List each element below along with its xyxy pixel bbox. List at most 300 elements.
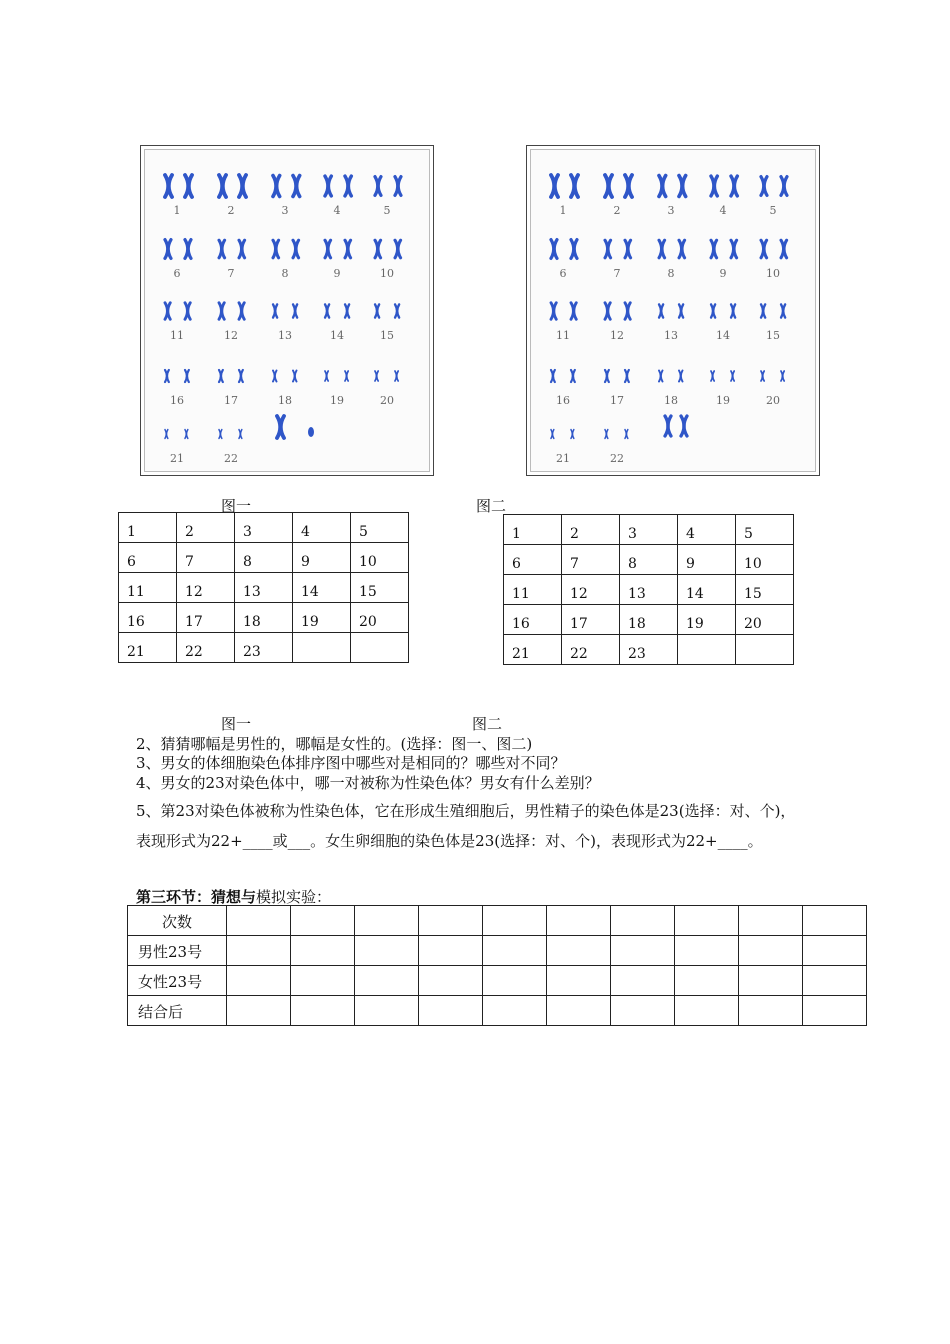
chromosome-shape bbox=[325, 304, 329, 317]
chromosome-shape bbox=[185, 370, 189, 382]
simulation-input-cell[interactable] bbox=[419, 966, 483, 996]
chromosome-shape bbox=[239, 303, 244, 320]
table-2-cell-number: 6 bbox=[512, 556, 521, 572]
simulation-row-label-text: 结合后 bbox=[138, 1003, 184, 1021]
question-5-line-2: 表现形式为22+____或___。女生卵细胞的染色体是23(选择：对、个)，表现形式为22+____。 bbox=[136, 832, 763, 850]
chromosome-shape bbox=[273, 304, 277, 317]
table-1-cell-number: 18 bbox=[243, 614, 261, 630]
table-1-cell-number: 2 bbox=[185, 524, 194, 540]
table-2-cell bbox=[620, 545, 678, 575]
figure-1-chromosome-label: 10 bbox=[380, 267, 394, 280]
table-2-cell bbox=[678, 545, 736, 575]
chromosome-shape bbox=[551, 175, 558, 197]
chromosome-shape bbox=[625, 430, 628, 439]
chromosome-shape bbox=[625, 175, 632, 197]
chromosome-shape bbox=[679, 371, 683, 382]
simulation-input-cell[interactable] bbox=[483, 906, 547, 936]
figure-2-chromosome-label: 6 bbox=[559, 267, 567, 280]
table-2-cell bbox=[562, 635, 620, 665]
chromosome-shape bbox=[731, 371, 734, 381]
table-1-cell-number: 16 bbox=[127, 614, 145, 630]
table-1-cell bbox=[119, 633, 177, 663]
simulation-input-cell[interactable] bbox=[483, 936, 547, 966]
table-1-cell bbox=[293, 603, 351, 633]
chromosome-shape bbox=[605, 430, 608, 439]
chromosome-shape bbox=[375, 177, 381, 196]
figure-1-chromosome-label: 16 bbox=[170, 394, 184, 407]
simulation-input-cell[interactable] bbox=[355, 966, 419, 996]
chromosome-shape bbox=[277, 416, 284, 438]
table-2-cell-number: 10 bbox=[744, 556, 762, 572]
simulation-input-cell[interactable] bbox=[227, 966, 291, 996]
table-2-cell bbox=[620, 605, 678, 635]
table-1-caption: 图一 bbox=[221, 715, 252, 733]
simulation-input-cell[interactable] bbox=[803, 906, 867, 936]
chromosome-shape bbox=[625, 370, 629, 382]
chromosome-shape bbox=[679, 240, 685, 258]
simulation-row-label-text: 男性23号 bbox=[138, 943, 203, 961]
figure-1-chromosome-label: 19 bbox=[330, 394, 344, 407]
chromosome-table-1 bbox=[118, 512, 409, 663]
chromosome-shape bbox=[551, 430, 554, 439]
chromosome-shape bbox=[711, 176, 717, 196]
simulation-row bbox=[128, 966, 867, 996]
chromosome-shape bbox=[659, 371, 663, 382]
simulation-input-cell[interactable] bbox=[739, 996, 803, 1026]
table-2-cell-number: 13 bbox=[628, 586, 646, 602]
chromosome-shape bbox=[659, 240, 665, 258]
figure-1-chromosome-label: 2 bbox=[227, 204, 235, 217]
table-2-row bbox=[504, 515, 794, 545]
chromosome-shape bbox=[325, 176, 331, 196]
chromosome-shape bbox=[219, 175, 226, 197]
simulation-row bbox=[128, 906, 867, 936]
karyotype-figure-2 bbox=[526, 145, 820, 476]
table-2-cell-number: 8 bbox=[628, 556, 637, 572]
simulation-input-cell[interactable] bbox=[355, 996, 419, 1026]
figure-2-chromosome-label: 21 bbox=[556, 452, 570, 465]
table-2-cell bbox=[562, 575, 620, 605]
table-2-cell bbox=[736, 575, 794, 605]
figure-2-chromosome-label: 19 bbox=[716, 394, 730, 407]
table-1-cell-number: 11 bbox=[127, 584, 145, 600]
chromosome-shape bbox=[345, 176, 351, 196]
chromosome-shape bbox=[781, 304, 785, 317]
chromosome-shape bbox=[185, 430, 188, 439]
question-5-line-1: 5、第23对染色体被称为性染色体，它在形成生殖细胞后，男性精子的染色体是23(选择：对、个)， bbox=[136, 802, 796, 820]
table-1-row bbox=[119, 603, 409, 633]
chromosome-shape bbox=[681, 416, 687, 436]
chromosome-shape bbox=[325, 371, 328, 381]
figure-2-chromosome-label: 8 bbox=[667, 267, 675, 280]
table-2-cell-number: 3 bbox=[628, 526, 637, 542]
chromosome-shape bbox=[239, 240, 245, 258]
chromosome-shape bbox=[239, 370, 243, 382]
simulation-input-cell[interactable] bbox=[611, 996, 675, 1026]
chromosome-shape bbox=[219, 370, 223, 382]
figure-2-chromosome-label: 5 bbox=[769, 204, 777, 217]
figure-2-chromosome-label: 10 bbox=[766, 267, 780, 280]
table-1-cell bbox=[351, 513, 409, 543]
simulation-input-cell[interactable] bbox=[803, 966, 867, 996]
chromosome-shape bbox=[711, 240, 717, 258]
table-2-cell-number: 14 bbox=[686, 586, 704, 602]
chromosome-shape bbox=[605, 240, 611, 258]
simulation-table bbox=[127, 905, 867, 1026]
chromosome-shape bbox=[551, 303, 556, 320]
chromosome-shape bbox=[731, 176, 737, 196]
figure-1-chromosome-label: 9 bbox=[333, 267, 341, 280]
figure-1-chromosome-label: 7 bbox=[227, 267, 235, 280]
table-2-cell-number: 21 bbox=[512, 646, 530, 662]
chromosome-shape bbox=[395, 304, 399, 317]
chromosome-shape bbox=[731, 304, 735, 317]
chromosome-shape bbox=[293, 371, 297, 382]
section-3-title-bold: 第三环节：猜想与 bbox=[136, 888, 257, 906]
chromosome-shape bbox=[761, 177, 767, 196]
question-2: 2、猜猜哪幅是男性的，哪幅是女性的。(选择：图一、图二) bbox=[136, 735, 533, 753]
table-2-cell bbox=[678, 635, 736, 665]
simulation-input-cell[interactable] bbox=[675, 996, 739, 1026]
table-2-cell-number: 1 bbox=[512, 526, 521, 542]
figure-1-caption: 图一 bbox=[221, 497, 252, 515]
table-2-row bbox=[504, 545, 794, 575]
chromosome-shape bbox=[571, 240, 577, 259]
table-2-cell bbox=[620, 635, 678, 665]
table-2-cell bbox=[620, 515, 678, 545]
chromosome-shape bbox=[571, 370, 575, 382]
figure-1-chromosome-label: 3 bbox=[281, 204, 289, 217]
simulation-input-cell[interactable] bbox=[355, 936, 419, 966]
table-2-caption: 图二 bbox=[472, 715, 503, 733]
simulation-input-cell[interactable] bbox=[739, 906, 803, 936]
table-1-row bbox=[119, 573, 409, 603]
chromosome-shape bbox=[345, 371, 348, 381]
table-2-cell bbox=[504, 515, 562, 545]
chromosome-shape bbox=[293, 304, 297, 317]
chromosome-shape bbox=[761, 304, 765, 317]
table-2-cell bbox=[736, 515, 794, 545]
figure-2-chromosome-label: 20 bbox=[766, 394, 780, 407]
table-1-cell bbox=[235, 513, 293, 543]
figure-1-chromosome-label: 4 bbox=[333, 204, 341, 217]
chromosome-shape bbox=[185, 240, 191, 259]
chromosome-shape bbox=[293, 176, 300, 197]
table-2-cell-number: 9 bbox=[686, 556, 695, 572]
table-1-row bbox=[119, 633, 409, 663]
chromosome-shape bbox=[761, 371, 764, 381]
table-2-cell bbox=[678, 605, 736, 635]
chromosome-shape bbox=[571, 175, 578, 197]
figure-1-chromosome-label: 6 bbox=[173, 267, 181, 280]
table-1-cell-number: 12 bbox=[185, 584, 203, 600]
figure-2-chromosome-label: 16 bbox=[556, 394, 570, 407]
table-2-cell-number: 12 bbox=[570, 586, 588, 602]
chromosome-shape bbox=[665, 416, 671, 436]
simulation-input-cell[interactable] bbox=[483, 966, 547, 996]
chromosome-shape bbox=[625, 303, 630, 320]
simulation-input-cell[interactable] bbox=[739, 936, 803, 966]
chromosome-shape bbox=[659, 176, 666, 197]
figure-1-chromosome-label: 11 bbox=[170, 329, 184, 342]
chromosome-shape bbox=[239, 430, 242, 439]
table-1-cell-number: 17 bbox=[185, 614, 203, 630]
table-2-cell-number: 11 bbox=[512, 586, 530, 602]
chromosome-shape bbox=[345, 304, 349, 317]
table-2-cell-number: 17 bbox=[570, 616, 588, 632]
table-2-cell-number: 4 bbox=[686, 526, 695, 542]
figure-1-chromosome-label: 18 bbox=[278, 394, 292, 407]
chromosome-shape bbox=[219, 240, 225, 258]
simulation-input-cell[interactable] bbox=[803, 996, 867, 1026]
table-1-cell-number: 10 bbox=[359, 554, 377, 570]
chromosome-shape bbox=[731, 240, 737, 258]
chromosome-shape bbox=[605, 370, 609, 382]
simulation-row-label bbox=[128, 936, 227, 966]
table-2-cell-number: 15 bbox=[744, 586, 762, 602]
figure-2-chromosome-label: 9 bbox=[719, 267, 727, 280]
table-1-cell bbox=[293, 543, 351, 573]
chromosome-table-2 bbox=[503, 514, 794, 665]
table-2-cell-number: 18 bbox=[628, 616, 646, 632]
chromosome-shape bbox=[239, 175, 246, 197]
table-2-cell-number: 19 bbox=[686, 616, 704, 632]
table-1-cell-number: 6 bbox=[127, 554, 136, 570]
table-2-row bbox=[504, 605, 794, 635]
simulation-input-cell[interactable] bbox=[291, 996, 355, 1026]
table-1-cell bbox=[293, 513, 351, 543]
simulation-input-cell[interactable] bbox=[547, 966, 611, 996]
table-1-cell bbox=[177, 543, 235, 573]
simulation-input-cell[interactable] bbox=[291, 966, 355, 996]
chromosome-shape bbox=[165, 430, 168, 439]
chromosome-shape bbox=[273, 240, 279, 258]
chromosome-shape bbox=[219, 430, 222, 439]
table-2-cell bbox=[736, 545, 794, 575]
figure-1-chromosome-label: 17 bbox=[224, 394, 238, 407]
table-1-cell bbox=[235, 603, 293, 633]
chromosome-shape bbox=[571, 430, 574, 439]
chromosome-shape bbox=[781, 177, 787, 196]
chromosome-shape bbox=[375, 304, 379, 317]
table-1-cell bbox=[119, 573, 177, 603]
figure-2-chromosome-label: 18 bbox=[664, 394, 678, 407]
figure-2-chromosome-label: 7 bbox=[613, 267, 621, 280]
sex-chromosomes bbox=[665, 416, 687, 436]
figure-2-caption: 图二 bbox=[476, 497, 507, 515]
simulation-input-cell[interactable] bbox=[675, 906, 739, 936]
table-1-cell-number: 22 bbox=[185, 644, 203, 660]
table-1-cell bbox=[177, 633, 235, 663]
simulation-input-cell[interactable] bbox=[547, 936, 611, 966]
figure-2-chromosome-label: 4 bbox=[719, 204, 727, 217]
table-1-cell-number: 20 bbox=[359, 614, 377, 630]
table-2-cell bbox=[562, 545, 620, 575]
chromosome-shape bbox=[761, 240, 767, 258]
table-1-cell-number: 3 bbox=[243, 524, 252, 540]
table-1-cell bbox=[235, 543, 293, 573]
simulation-input-cell[interactable] bbox=[227, 996, 291, 1026]
chromosome-shape bbox=[781, 371, 784, 381]
sex-chromosomes bbox=[277, 416, 314, 438]
chromosome-shape bbox=[165, 240, 171, 259]
section-3-title bbox=[136, 886, 331, 907]
table-2-cell bbox=[736, 605, 794, 635]
table-2-cell-number: 16 bbox=[512, 616, 530, 632]
simulation-input-cell[interactable] bbox=[483, 996, 547, 1026]
chromosome-shape bbox=[781, 240, 787, 258]
table-1-cell bbox=[119, 513, 177, 543]
chromosome-shape bbox=[679, 304, 683, 317]
table-1-cell bbox=[177, 603, 235, 633]
table-2-cell-number: 5 bbox=[744, 526, 753, 542]
table-2-row bbox=[504, 575, 794, 605]
table-1-cell-number: 21 bbox=[127, 644, 145, 660]
table-1-cell bbox=[351, 603, 409, 633]
figure-2-chromosome-label: 13 bbox=[664, 329, 678, 342]
karyotype-drawing-1 bbox=[141, 146, 433, 475]
table-1-cell bbox=[351, 543, 409, 573]
simulation-input-cell[interactable] bbox=[547, 996, 611, 1026]
table-2-cell bbox=[678, 575, 736, 605]
simulation-input-cell[interactable] bbox=[803, 936, 867, 966]
table-1-cell-number: 5 bbox=[359, 524, 368, 540]
chromosome-shape bbox=[165, 303, 170, 320]
simulation-input-cell[interactable] bbox=[291, 936, 355, 966]
figure-1-chromosome-label: 15 bbox=[380, 329, 394, 342]
chromosome-shape bbox=[375, 240, 381, 258]
simulation-row-label bbox=[128, 996, 227, 1026]
table-2-cell bbox=[504, 545, 562, 575]
chromosome-shape bbox=[551, 240, 557, 259]
simulation-input-cell[interactable] bbox=[291, 906, 355, 936]
figure-1-chromosome-label: 12 bbox=[224, 329, 238, 342]
figure-1-chromosome-label: 14 bbox=[330, 329, 344, 342]
chromosome-shape bbox=[325, 240, 331, 258]
simulation-input-cell[interactable] bbox=[611, 906, 675, 936]
table-1-cell-number: 7 bbox=[185, 554, 194, 570]
table-1-cell-number: 13 bbox=[243, 584, 261, 600]
chromosome-shape bbox=[165, 175, 172, 197]
figure-1-chromosome-label: 13 bbox=[278, 329, 292, 342]
table-2-cell bbox=[620, 575, 678, 605]
figure-1-chromosome-label: 22 bbox=[224, 452, 238, 465]
table-2-cell bbox=[562, 605, 620, 635]
table-1-cell bbox=[293, 573, 351, 603]
simulation-input-cell[interactable] bbox=[547, 906, 611, 936]
karyotype-figure-1 bbox=[140, 145, 434, 476]
simulation-input-cell[interactable] bbox=[611, 966, 675, 996]
table-2-cell bbox=[504, 575, 562, 605]
figure-1-chromosome-label: 8 bbox=[281, 267, 289, 280]
simulation-input-cell[interactable] bbox=[675, 966, 739, 996]
figure-1-chromosome-label: 1 bbox=[173, 204, 181, 217]
chromosome-shape bbox=[273, 176, 280, 197]
question-4: 4、男女的23对染色体中，哪一对被称为性染色体？男女有什么差别？ bbox=[136, 774, 600, 792]
figure-1-chromosome-label: 21 bbox=[170, 452, 184, 465]
table-2-cell bbox=[678, 515, 736, 545]
chromosome-shape bbox=[395, 177, 401, 196]
table-2-row bbox=[504, 635, 794, 665]
table-1-cell bbox=[351, 633, 409, 663]
table-1-row bbox=[119, 513, 409, 543]
chromosome-shape bbox=[605, 303, 610, 320]
chromosome-shape bbox=[185, 303, 190, 320]
table-1-cell-number: 23 bbox=[243, 644, 261, 660]
table-1-row bbox=[119, 543, 409, 573]
simulation-row bbox=[128, 936, 867, 966]
simulation-row-label bbox=[128, 906, 227, 936]
table-2-cell bbox=[504, 605, 562, 635]
simulation-input-cell[interactable] bbox=[419, 996, 483, 1026]
table-2-cell-number: 22 bbox=[570, 646, 588, 662]
section-3-title-rest: 模拟实验： bbox=[256, 888, 332, 906]
table-2-cell bbox=[562, 515, 620, 545]
figure-2-chromosome-label: 17 bbox=[610, 394, 624, 407]
table-2-cell-number: 2 bbox=[570, 526, 579, 542]
figure-2-chromosome-label: 15 bbox=[766, 329, 780, 342]
question-3: 3、男女的体细胞染色体排序图中哪些对是相同的？哪些对不同？ bbox=[136, 754, 566, 772]
table-2-cell-number: 7 bbox=[570, 556, 579, 572]
table-1-cell bbox=[293, 633, 351, 663]
chromosome-shape bbox=[711, 304, 715, 317]
table-1-cell-number: 14 bbox=[301, 584, 319, 600]
simulation-input-cell[interactable] bbox=[419, 936, 483, 966]
table-1-cell bbox=[235, 633, 293, 663]
chromosome-shape bbox=[711, 371, 714, 381]
simulation-input-cell[interactable] bbox=[355, 906, 419, 936]
simulation-row bbox=[128, 996, 867, 1026]
simulation-row-label-text: 女性23号 bbox=[138, 973, 203, 991]
figure-2-chromosome-label: 14 bbox=[716, 329, 730, 342]
chromosome-shape bbox=[659, 304, 663, 317]
karyotype-drawing-2 bbox=[527, 146, 819, 475]
simulation-input-cell[interactable] bbox=[227, 936, 291, 966]
chromosome-shape bbox=[395, 371, 398, 381]
table-2-cell-number: 23 bbox=[628, 646, 646, 662]
figure-2-chromosome-label: 1 bbox=[559, 204, 567, 217]
figure-1-chromosome-label: 5 bbox=[383, 204, 391, 217]
chromosome-shape bbox=[551, 370, 555, 382]
simulation-input-cell[interactable] bbox=[227, 906, 291, 936]
chromosome-shape bbox=[165, 370, 169, 382]
table-1-cell-number: 15 bbox=[359, 584, 377, 600]
table-1-cell bbox=[235, 573, 293, 603]
table-1-cell-number: 9 bbox=[301, 554, 310, 570]
simulation-input-cell[interactable] bbox=[419, 906, 483, 936]
table-1-cell-number: 8 bbox=[243, 554, 252, 570]
simulation-input-cell[interactable] bbox=[611, 936, 675, 966]
simulation-row-label bbox=[128, 966, 227, 996]
simulation-row-label-text: 次数 bbox=[162, 913, 193, 931]
table-2-cell-number: 20 bbox=[744, 616, 762, 632]
table-1-cell bbox=[351, 573, 409, 603]
figure-2-chromosome-label: 22 bbox=[610, 452, 624, 465]
chromosome-shape bbox=[395, 240, 401, 258]
chromosome-shape bbox=[293, 240, 299, 258]
figure-2-chromosome-label: 2 bbox=[613, 204, 621, 217]
chromosome-shape bbox=[679, 176, 686, 197]
table-1-cell-number: 1 bbox=[127, 524, 136, 540]
chromosome-shape bbox=[273, 371, 277, 382]
simulation-input-cell[interactable] bbox=[739, 966, 803, 996]
figure-2-chromosome-label: 3 bbox=[667, 204, 675, 217]
figure-2-chromosome-label: 11 bbox=[556, 329, 570, 342]
chromosome-shape bbox=[375, 371, 378, 381]
chromosome-shape bbox=[605, 175, 612, 197]
simulation-input-cell[interactable] bbox=[675, 936, 739, 966]
chromosome-shape bbox=[185, 175, 192, 197]
